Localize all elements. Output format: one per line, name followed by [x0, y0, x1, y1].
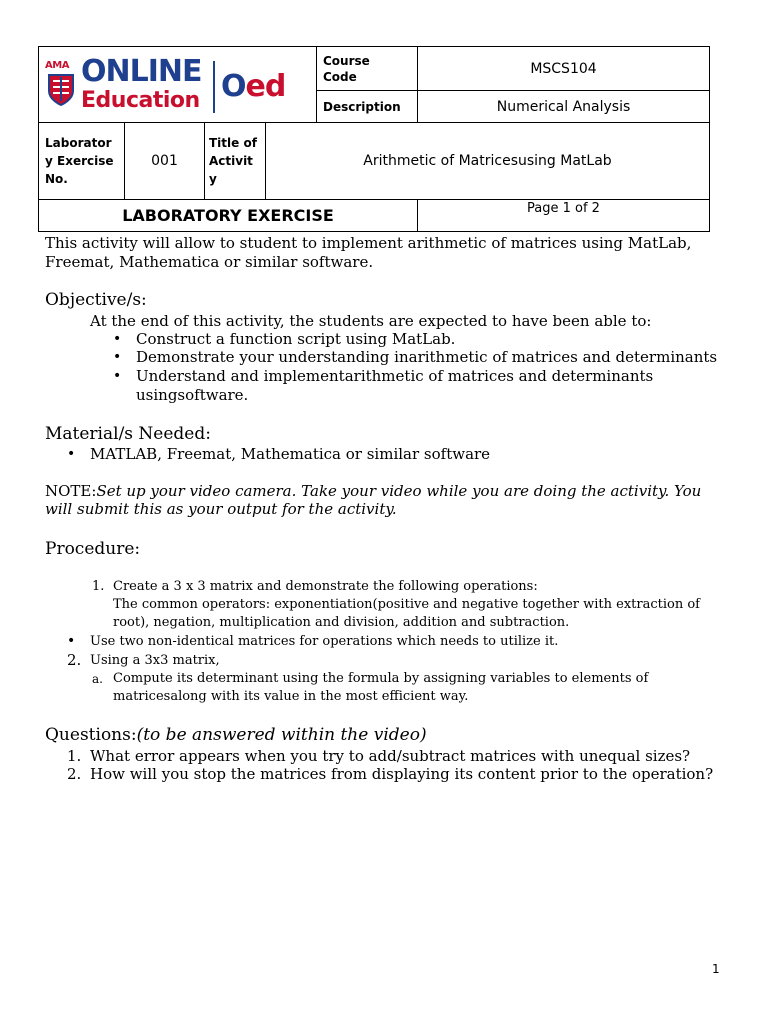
objective-item: Understand and implementarithmetic of matrices and determinants — [136, 367, 654, 385]
step-letter: a. — [92, 672, 103, 686]
questions-heading — [45, 726, 427, 745]
bullet-icon: • — [113, 331, 122, 347]
ama-shield-icon — [47, 73, 75, 107]
lab-exercise-no-label: Laborator y Exercise No. — [38, 122, 125, 200]
online-education-logo — [43, 55, 287, 113]
procedure-step-2: Using a 3x3 matrix, — [90, 653, 220, 668]
course-code-label: Course Code — [316, 46, 418, 91]
note-line-2: will submit this as your output for the activity. — [45, 500, 397, 518]
title-of-activity-value: Arithmetic of Matricesusing MatLab — [265, 122, 710, 200]
note-label: NOTE: — [45, 482, 97, 500]
title-of-activity-label: Title of Activit y — [204, 122, 266, 200]
objective-item: Demonstrate your understanding inarithmetic of matrices and determinants — [136, 348, 718, 366]
logo-education-text: Education — [81, 88, 200, 113]
description-value: Numerical Analysis — [417, 90, 710, 123]
bullet-icon: • — [67, 446, 76, 462]
intro-line-2: Freemat, Mathematica or similar software. — [45, 253, 374, 271]
course-code-value: MSCS104 — [417, 46, 710, 91]
note-line-1 — [45, 482, 701, 501]
logo-divider — [213, 61, 215, 113]
procedure-heading: Procedure: — [45, 539, 141, 559]
procedure-step-1-line-3: root), negation, multiplication and division, addition and subtraction. — [113, 615, 570, 630]
question-number: 2. — [67, 765, 82, 783]
procedure-bullet: Use two non-identical matrices for operations which needs to utilize it. — [90, 634, 559, 649]
material-item: MATLAB, Freemat, Mathematica or similar software — [90, 445, 491, 463]
logo-oed-text: Oed — [221, 69, 286, 104]
lab-exercise-no-value: 001 — [124, 122, 205, 200]
step-number: 1. — [92, 579, 105, 594]
logo-cell — [38, 46, 317, 123]
objective-item-continued: usingsoftware. — [136, 386, 249, 404]
procedure-step-2a: Compute its determinant using the formula by assigning variables to elements of — [113, 671, 649, 686]
intro-line-1: This activity will allow to student to implement arithmetic of matrices using MatLab, — [45, 234, 692, 252]
procedure-step-2a-line-2: matricesalong with its value in the most efficient way. — [113, 689, 469, 704]
bullet-icon: • — [113, 368, 122, 384]
bullet-icon: • — [67, 633, 76, 649]
objectives-lead: At the end of this activity, the students are expected to have been able to: — [90, 312, 652, 330]
logo-online-text: ONLINE — [81, 54, 202, 89]
materials-heading: Material/s Needed: — [45, 424, 211, 444]
question-item: What error appears when you try to add/subtract matrices with unequal sizes? — [90, 747, 691, 765]
header-table — [38, 46, 710, 232]
procedure-step-1-line-2: The common operators: exponentiation(positive and negative together with extraction of — [113, 597, 700, 612]
description-label: Description — [316, 90, 418, 123]
procedure-step-1: Create a 3 x 3 matrix and demonstrate the following operations: — [113, 579, 538, 594]
note-text: Set up your video camera. Take your video while you are doing the activity. You — [96, 482, 702, 500]
laboratory-exercise-title: LABORATORY EXERCISE — [38, 199, 418, 232]
question-item: How will you stop the matrices from displaying its content prior to the operation? — [90, 765, 714, 783]
page-number: 1 — [712, 962, 720, 976]
questions-label: Questions: — [45, 725, 137, 745]
ama-logo-text: AMA — [45, 60, 69, 71]
step-number: 2. — [67, 651, 82, 669]
objectives-heading: Objective/s: — [45, 290, 147, 310]
question-number: 1. — [67, 747, 82, 765]
bullet-icon: • — [113, 349, 122, 365]
questions-note: (to be answered within the video) — [136, 725, 427, 745]
page-indicator: Page 1 of 2 — [417, 199, 710, 232]
objective-item: Construct a function script using MatLab. — [136, 330, 456, 348]
